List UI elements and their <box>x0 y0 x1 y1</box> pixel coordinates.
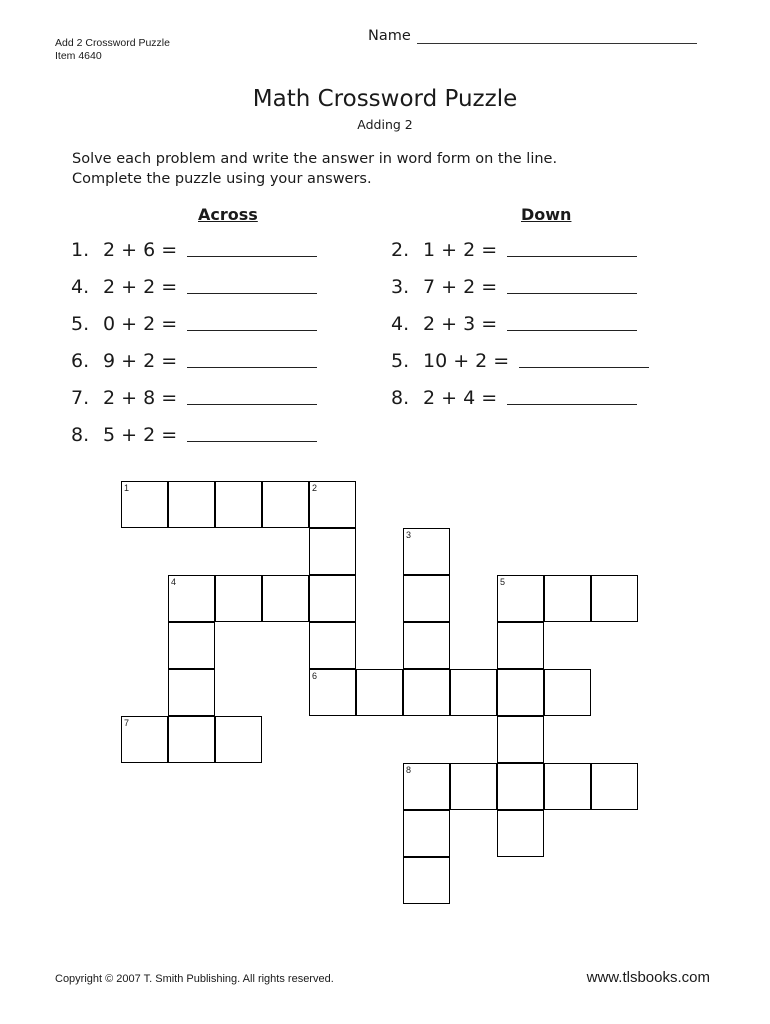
crossword-cell[interactable] <box>544 669 591 716</box>
clue-number: 8. <box>71 424 90 446</box>
crossword-cell[interactable] <box>168 669 215 716</box>
answer-line[interactable] <box>187 386 317 405</box>
worksheet-meta <box>55 37 170 63</box>
crossword-cell[interactable] <box>309 622 356 669</box>
worksheet-title: Add 2 Crossword Puzzle <box>55 37 170 49</box>
clue-expression: 2 + 6 = <box>103 239 178 261</box>
clue-number: 5. <box>391 350 410 372</box>
cell-number: 1 <box>124 483 130 493</box>
cell-number: 3 <box>406 530 412 540</box>
across-clue <box>71 312 317 349</box>
clue-number: 2. <box>391 239 410 261</box>
crossword-cell[interactable] <box>403 810 450 857</box>
clue-number: 3. <box>391 276 410 298</box>
clue-number: 5. <box>71 313 90 335</box>
item-number: Item 4640 <box>55 50 102 62</box>
down-clue <box>391 349 649 386</box>
name-label: Name <box>368 28 411 44</box>
answer-line[interactable] <box>187 423 317 442</box>
crossword-cell[interactable] <box>168 716 215 763</box>
down-heading: Down <box>521 205 572 224</box>
crossword-cell[interactable] <box>497 810 544 857</box>
clue-expression: 1 + 2 = <box>423 239 498 261</box>
instructions <box>72 149 557 189</box>
clue-expression: 2 + 4 = <box>423 387 498 409</box>
down-clue <box>391 275 649 312</box>
crossword-cell[interactable] <box>168 481 215 528</box>
name-line[interactable] <box>417 28 697 44</box>
page-subtitle: Adding 2 <box>357 117 413 132</box>
crossword-cell[interactable] <box>497 716 544 763</box>
crossword-cell[interactable] <box>450 763 497 810</box>
website-url: www.tlsbooks.com <box>586 969 710 986</box>
instruction-line: Solve each problem and write the answer in word form on the line. <box>72 151 558 167</box>
crossword-cell[interactable] <box>544 575 591 622</box>
crossword-cell[interactable] <box>215 575 262 622</box>
clue-expression: 9 + 2 = <box>103 350 178 372</box>
crossword-cell[interactable] <box>262 481 309 528</box>
across-clue <box>71 238 317 275</box>
crossword-cell[interactable] <box>544 763 591 810</box>
down-clue <box>391 238 649 275</box>
crossword-cell[interactable] <box>497 763 544 810</box>
name-field <box>368 28 697 44</box>
crossword-cell[interactable] <box>497 669 544 716</box>
clue-expression: 2 + 8 = <box>103 387 178 409</box>
crossword-cell[interactable] <box>450 669 497 716</box>
clue-number: 4. <box>391 313 410 335</box>
down-clue-list <box>391 238 649 423</box>
crossword-cell[interactable] <box>309 575 356 622</box>
answer-line[interactable] <box>187 238 317 257</box>
crossword-cell[interactable] <box>497 622 544 669</box>
answer-line[interactable] <box>187 349 317 368</box>
clue-number: 7. <box>71 387 90 409</box>
crossword-cell[interactable] <box>591 575 638 622</box>
crossword-cell[interactable] <box>309 528 356 575</box>
clue-number: 1. <box>71 239 90 261</box>
cell-number: 4 <box>171 577 177 587</box>
crossword-cell[interactable] <box>121 481 168 528</box>
across-clue-list <box>71 238 317 460</box>
cell-number: 5 <box>500 577 506 587</box>
crossword-cell[interactable] <box>403 763 450 810</box>
across-clue <box>71 423 317 460</box>
crossword-cell[interactable] <box>403 857 450 904</box>
crossword-cell[interactable] <box>356 669 403 716</box>
down-clue <box>391 386 649 423</box>
across-heading: Across <box>198 205 258 224</box>
answer-line[interactable] <box>507 238 637 257</box>
clue-number: 6. <box>71 350 90 372</box>
answer-line[interactable] <box>507 275 637 294</box>
crossword-cell[interactable] <box>262 575 309 622</box>
crossword-cell[interactable] <box>168 575 215 622</box>
answer-line[interactable] <box>507 312 637 331</box>
clue-expression: 2 + 3 = <box>423 313 498 335</box>
across-clue <box>71 349 317 386</box>
answer-line[interactable] <box>187 275 317 294</box>
clue-expression: 0 + 2 = <box>103 313 178 335</box>
crossword-cell[interactable] <box>403 575 450 622</box>
cell-number: 8 <box>406 765 412 775</box>
instruction-line: Complete the puzzle using your answers. <box>72 171 372 187</box>
clue-expression: 7 + 2 = <box>423 276 498 298</box>
clue-expression: 5 + 2 = <box>103 424 178 446</box>
answer-line[interactable] <box>519 349 649 368</box>
cell-number: 2 <box>312 483 318 493</box>
answer-line[interactable] <box>187 312 317 331</box>
crossword-cell[interactable] <box>215 716 262 763</box>
crossword-cell[interactable] <box>403 669 450 716</box>
crossword-cell[interactable] <box>591 763 638 810</box>
down-clue <box>391 312 649 349</box>
page-title: Math Crossword Puzzle <box>252 86 518 112</box>
across-clue <box>71 275 317 312</box>
cell-number: 6 <box>312 671 318 681</box>
clue-expression: 2 + 2 = <box>103 276 178 298</box>
crossword-cell[interactable] <box>215 481 262 528</box>
crossword-cell[interactable] <box>403 528 450 575</box>
crossword-cell[interactable] <box>309 669 356 716</box>
copyright-notice: Copyright © 2007 T. Smith Publishing. All rights reserved. <box>55 973 334 985</box>
crossword-cell[interactable] <box>497 575 544 622</box>
crossword-cell[interactable] <box>403 622 450 669</box>
across-clue <box>71 386 317 423</box>
crossword-cell[interactable] <box>121 716 168 763</box>
clue-number: 4. <box>71 276 90 298</box>
answer-line[interactable] <box>507 386 637 405</box>
cell-number: 7 <box>124 718 130 728</box>
clue-number: 8. <box>391 387 410 409</box>
crossword-cell[interactable] <box>168 622 215 669</box>
clue-expression: 10 + 2 = <box>423 350 510 372</box>
crossword-cell[interactable] <box>309 481 356 528</box>
